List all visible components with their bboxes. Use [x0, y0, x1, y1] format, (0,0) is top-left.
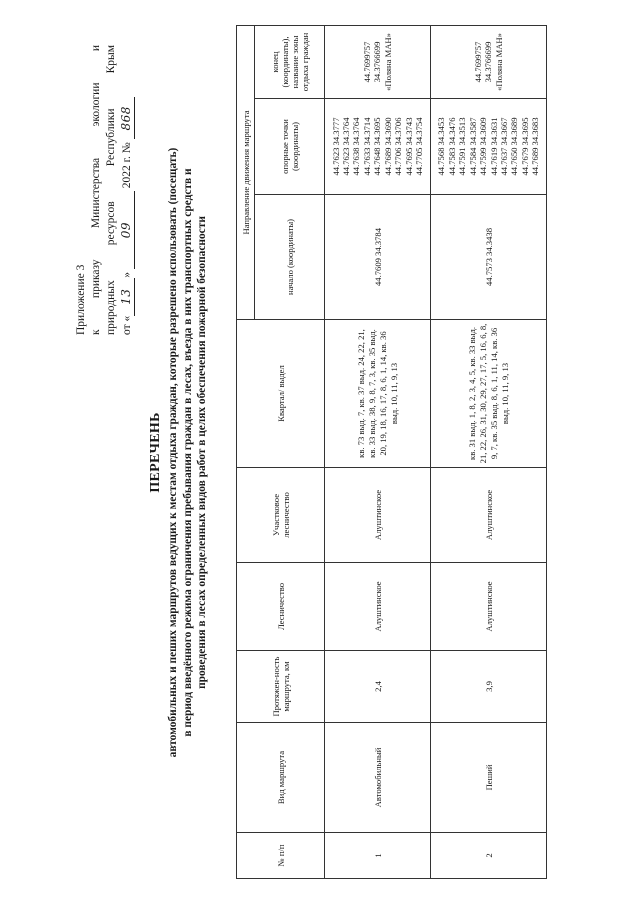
point-coord: 44.7591 34.3513 — [457, 117, 468, 176]
date-month: 09 — [119, 191, 135, 269]
header-direction: Направление движения маршрута — [237, 26, 255, 320]
row-district: Алуштинское — [431, 468, 547, 563]
point-coord: 44.7695 34.3743 — [403, 117, 414, 176]
row-points — [325, 99, 431, 195]
point-coord: 44.7638 34.3764 — [351, 117, 362, 176]
row-quarter: кв. 73 выд. 7, кв. 37 выд. 24, 22, 21, кв. 33 выд. 38, 9, 8, 7, 3, кв. 35 выд. 20, 19, 18, 16, 17, 8, 6, 1, 14, кв. 36 выд. 10, 11, 9, 13 — [325, 320, 431, 468]
point-coord: 44.7648 34.3695 — [372, 117, 383, 176]
row-forestry: Алуштинское — [431, 563, 547, 651]
date-prefix: от « — [121, 315, 133, 335]
row-end — [431, 26, 547, 99]
appendix-title: Приложение 3 — [75, 264, 87, 335]
title-line-3: проведения в лесах определенных видов работ в целях обеспечения пожарной безопасности — [196, 216, 208, 689]
point-coord: 44.7637 34.3667 — [498, 117, 509, 176]
table-row — [325, 26, 431, 879]
row-start: 44.7609 34.3784 — [325, 195, 431, 320]
point-coord: 44.7679 34.3695 — [519, 117, 530, 176]
appendix-order-line: к приказу Министерства экологии и — [90, 45, 102, 335]
document-title — [148, 30, 210, 875]
row-district: Алуштинское — [325, 468, 431, 563]
row-end — [325, 26, 431, 99]
point-coord: 44.7689 34.3690 — [382, 117, 393, 176]
appendix-block — [74, 45, 135, 335]
row-type: Автомобильный — [325, 723, 431, 833]
row-num: 1 — [325, 833, 431, 879]
title-heading: ПЕРЕЧЕНЬ — [148, 412, 163, 493]
header-forestry: Лесничество — [237, 563, 325, 651]
header-end: конец (координаты), название зоны отдыха граждан — [255, 26, 325, 99]
end-lat: 44.7699757 — [472, 41, 483, 83]
header-start: начало (координаты) — [255, 195, 325, 320]
date-mid: » — [121, 272, 133, 278]
header-district: Участковое лесничество — [237, 468, 325, 563]
point-coord: 44.7623 34.3777 — [330, 117, 341, 176]
header-quarter: Квартал/ выдел — [237, 320, 325, 468]
point-coord: 44.7705 34.3754 — [413, 117, 424, 176]
point-coord: 44.7584 34.3587 — [467, 117, 478, 176]
header-num: № п/п — [237, 833, 325, 879]
date-year: 2022 г. № — [121, 142, 133, 189]
point-coord: 44.7633 34.3714 — [361, 117, 372, 176]
end-name: «Поляна МАН» — [493, 33, 504, 91]
point-coord: 44.7650 34.3689 — [509, 117, 520, 176]
row-length: 3,9 — [431, 651, 547, 723]
point-coord: 44.7706 34.3706 — [393, 117, 404, 176]
appendix-ministry-line: природных ресурсов Республики Крым — [105, 45, 117, 335]
point-coord: 44.7623 34.3764 — [341, 117, 352, 176]
point-coord: 44.7619 34.3631 — [488, 117, 499, 176]
table-row — [431, 26, 547, 879]
row-quarter: кв. 31 выд. 1, 8, 2, 3, 4, 5, кв. 33 выд. 21, 22, 26, 31, 30, 29, 27, 17, 5, 16, 6, 8, 9, 7, кв. 35 выд. 8, 6, 1, 11, 14, кв. 36 выд. 10, 11, 9, 13 — [431, 320, 547, 468]
point-coord: 44.7583 34.3476 — [446, 117, 457, 176]
row-type: Пеший — [431, 723, 547, 833]
row-forestry: Алуштинское — [325, 563, 431, 651]
point-coord: 44.7599 34.3609 — [478, 117, 489, 176]
end-name: «Поляна МАН» — [382, 33, 393, 91]
date-day: 13 — [119, 278, 135, 316]
order-number: 868 — [119, 97, 135, 139]
routes-table — [236, 25, 547, 879]
row-start: 44.7573 34.3438 — [431, 195, 547, 320]
header-type: Вид маршрута — [237, 723, 325, 833]
end-lon: 34.3766699 — [483, 41, 494, 83]
title-line-2: в период введённого режима ограничения пребывания граждан в лесах, въезда в них транспортных средств и — [181, 168, 194, 737]
header-length: Протяжен-ность маршрута, км — [237, 651, 325, 723]
point-coord: 44.7568 34.3453 — [436, 117, 447, 176]
row-points — [431, 99, 547, 195]
appendix-date-line — [119, 45, 135, 335]
point-coord: 44.7689 34.3683 — [530, 117, 541, 176]
row-length: 2,4 — [325, 651, 431, 723]
end-lon: 34.3766699 — [372, 41, 383, 83]
row-num: 2 — [431, 833, 547, 879]
end-lat: 44.7699757 — [361, 41, 372, 83]
table-header-row — [237, 26, 255, 879]
title-line-1: автомобильных и пеших маршрутов ведущих к местам отдыха граждан, которые разрешено использовать (посещать) — [167, 147, 179, 758]
header-points: опорные точки (координаты) — [255, 99, 325, 195]
